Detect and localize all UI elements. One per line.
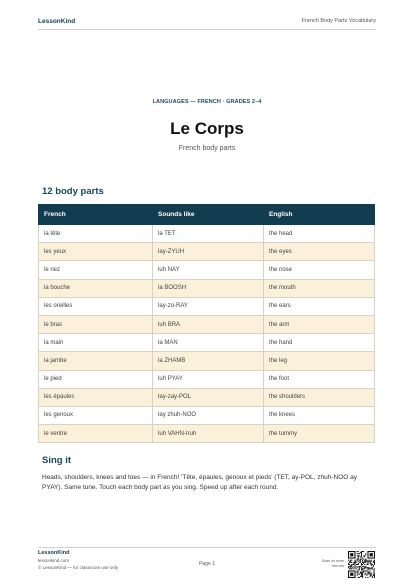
french-word-cell: la jambe — [39, 352, 153, 370]
french-word-cell: les genoux — [39, 406, 153, 424]
table-row — [39, 243, 375, 261]
column-header-french: French — [39, 205, 153, 225]
table-row — [39, 334, 375, 352]
pronunciation-cell: luh PYAY — [153, 370, 264, 388]
pronunciation-cell: luh NAY — [153, 261, 264, 279]
table-row — [39, 388, 375, 406]
sing-section-heading: Sing it — [42, 455, 72, 466]
english-word-cell: the eyes — [264, 243, 375, 261]
french-word-cell: la tête — [39, 225, 153, 243]
table-row — [39, 225, 375, 243]
english-word-cell: the leg — [264, 352, 375, 370]
pronunciation-cell: la MAN — [153, 334, 264, 352]
english-word-cell: the foot — [264, 370, 375, 388]
english-word-cell: the tummy — [264, 425, 375, 443]
footer-site-link[interactable]: lessonkind.com — [38, 558, 70, 563]
pronunciation-cell: la BOOSH — [153, 279, 264, 297]
page-header — [38, 15, 376, 27]
french-word-cell: le pied — [39, 370, 153, 388]
brand-logo-text: LessonKind — [38, 17, 76, 25]
footer-brand: LessonKind — [38, 550, 70, 556]
pronunciation-cell: lay zhuh-NOO — [153, 406, 264, 424]
page-number: Page 1 — [199, 561, 215, 567]
qr-code-icon — [348, 551, 375, 578]
page-title: Le Corps — [170, 119, 244, 138]
document-name: French Body Parts Vocabulary — [301, 18, 376, 24]
french-word-cell: les yeux — [39, 243, 153, 261]
french-word-cell: le bras — [39, 315, 153, 333]
pronunciation-cell: la TET — [153, 225, 264, 243]
vocab-section-heading: 12 body parts — [42, 186, 104, 197]
english-word-cell: the arm — [264, 315, 375, 333]
pronunciation-cell: lay-zay-POL — [153, 388, 264, 406]
pronunciation-cell: luh BRA — [153, 315, 264, 333]
french-word-cell: la main — [39, 334, 153, 352]
pronunciation-cell: lay-ZYUH — [153, 243, 264, 261]
french-word-cell: le nez — [39, 261, 153, 279]
footer-copyright: © LessonKind — for classroom use only — [38, 565, 119, 570]
pronunciation-cell: lay-zo-RAY — [153, 297, 264, 315]
column-header-english: English — [264, 205, 375, 225]
french-word-cell: les oreilles — [39, 297, 153, 315]
table-header-row — [39, 205, 375, 225]
french-word-cell: la bouche — [39, 279, 153, 297]
english-word-cell: the ears — [264, 297, 375, 315]
table-row — [39, 425, 375, 443]
english-word-cell: the nose — [264, 261, 375, 279]
french-word-cell: le ventre — [39, 425, 153, 443]
page-subtitle: French body parts — [178, 145, 236, 152]
table-row — [39, 406, 375, 424]
pronunciation-cell: luh VAHN-truh — [153, 425, 264, 443]
table-row — [39, 352, 375, 370]
vocabulary-table — [38, 204, 375, 443]
table-row — [39, 279, 375, 297]
table-row — [39, 297, 375, 315]
pronunciation-cell: la ZHAMB — [153, 352, 264, 370]
qr-caption: Scan for more free res — [322, 559, 344, 568]
english-word-cell: the mouth — [264, 279, 375, 297]
english-word-cell: the shoulders — [264, 388, 375, 406]
header-divider — [38, 29, 376, 30]
english-word-cell: the hand — [264, 334, 375, 352]
subject-eyebrow: LANGUAGES — FRENCH · GRADES 2–4 — [152, 99, 262, 105]
table-row — [39, 315, 375, 333]
table-row — [39, 370, 375, 388]
english-word-cell: the head — [264, 225, 375, 243]
sing-instructions: Heads, shoulders, knees and toes — in French! 'Tête, épaules, genoux et pieds' (TET, ay-POL, zhuh-NOO ay PYAY). Same tune. Touch each body part as you sing. Speed up after each round. — [42, 474, 358, 491]
column-header-sounds-like: Sounds like — [153, 205, 264, 225]
english-word-cell: the knees — [264, 406, 375, 424]
french-word-cell: les épaules — [39, 388, 153, 406]
table-row — [39, 261, 375, 279]
footer-divider — [38, 547, 376, 548]
